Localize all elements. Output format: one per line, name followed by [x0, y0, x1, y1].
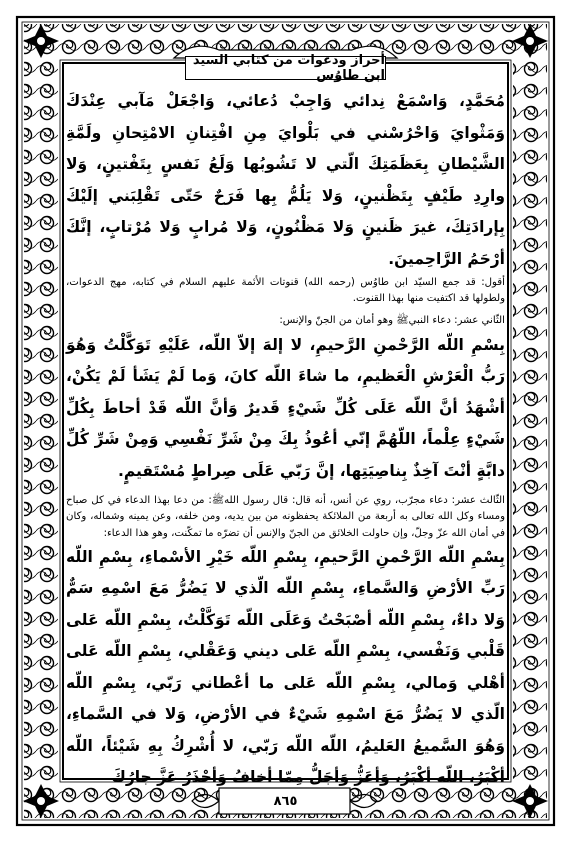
page-number: ٨٦٥ [268, 794, 304, 809]
prayer-text-1: مُحَمَّدٍ، وَاسْمَعْ نِدائي وَاجِبْ دُعائي، وَاجْعَلْ مَآبي عِنْدَكَ وَمَثْوايَ وَاحْرُسْني في بَلْوايَ مِنِ افْتِنانِ الامْتِحانِ ولَمَّةِ الشَّيْطانِ بِعَظَمَتِكَ الّتي لا تَشُوبُها وَلَعُ نَفسٍ بِتَفْتينٍ، وَلا وارِدِ طَيْفٍ بِتَظْنينٍ، وَلا يَلُمُّ بِها فَرَحٌ حَتّى تَقْلِبَني إلَيْكَ بِإرادَتِكَ، غيرَ ظَنينٍ وَلا مَظْنُونٍ، وَلا مُرابٍ وَلا مُرْتابٍ، إنَّكَ أرْحَمُ الرَّاحِمينَ. [66, 92, 505, 268]
prayer-text-13: بِسْمِ اللّه الرَّحْمنِ الرَّحيمِ، بِسْمِ اللّه خَيْرِ الأسْماءِ، بِسْمِ اللّه رَبِّ الأرْضِ وَالسَّماءِ، بِسْمِ اللّه الّذي لا يَضُرُّ مَعَ اسْمِهِ سَمٌّ وَلا داءٌ، بِسْمِ اللّه أصْبَحْتُ وَعَلَى اللّه تَوَكَّلْتُ، بِسْمِ اللّه عَلى قَلْبي وَنَفْسي، بِسْمِ اللّه عَلى ديني وَعَقْلي، بِسْمِ اللّه عَلى أهْلي وَمالي، بِسْمِ اللّه عَلى ما أعْطاني رَبّي، بِسْمِ اللّه الّذي لا يَضُرُّ مَعَ اسْمِهِ شَيْءٌ في الأرْضِ، وَلا في السَّماءِ، وَهُوَ السَّميعُ العَليمُ، اللّه اللّه رَبّي، لا أُشْرِكُ بِهِ شَيْئاً، اللّه أكْبَرُ، اللّه أكْبَرُ، وَأعَزُّ وَأجَلُّ مِمّا أخافُ وَأحْذَرُ عَزَّ جارُكَ [66, 547, 505, 787]
header-title: أحراز ودعوات من كتابي السيد ابن طاوُس [192, 53, 385, 83]
prayer-text-12: بِسْمِ اللّه الرَّحْمنِ الرَّحيمِ، لا إلهَ إلاّ اللّه، عَلَيْهِ تَوَكَّلْتُ وَهُوَ رَبُّ الْعَرْشِ الْعَظيمِ، ما شاءَ اللّه كانَ، وَما لَمْ يَشَأ لَمْ يَكُنْ، أشْهَدُ أنَّ اللّه عَلَى كُلِّ شَيْءٍ قَديرٌ وَأنَّ اللّه قَدْ أحاطَ بِكُلِّ شَيْءٍ عِلْماً، اللّهُمَّ إنّي أعُوذُ بِكَ مِنْ شَرِّ نَفْسِي وَمِنْ شَرِّ كُلِّ دابَّةٍ أنْتَ آخِذٌ بِناصِيَتِها، إنَّ رَبّي عَلَى صِراطٍ مُسْتَقيمٍ. [66, 335, 505, 480]
running-header [185, 53, 386, 83]
section-13-intro: الثّالث عشر: دعاء مجرّب، روي عن أنس، أنه قال: قال رسول اللهﷺ: من دعا بهذا الدعاء في كل صباح ومساء وكل الله تعالى به أربعة من الملائكة يحفظونه من بين يديه، ومن خلفه، وعن يمينه وشماله، وكان في أمان الله عزّ وجلّ، وإن حاولت الخلائق من الجنّ والإنس أن تضرّه ما تمكّنت، وهو هذا الدعاء: [66, 495, 505, 539]
section-12-intro: الثّاني عشر: دعاء النبيﷺ وهو أمان من الجنّ والإنس: [279, 315, 505, 327]
page-footer [225, 789, 346, 813]
note-paragraph: أقول: قد جمع السيّد ابن طاوُس (رحمه الله) قنوتات الأئمة عليهم السلام في كتابه، مهج الدعوات، ولطولها قد اكتفيت منها بهذا القنوت. [66, 277, 505, 305]
page-body [66, 86, 505, 786]
